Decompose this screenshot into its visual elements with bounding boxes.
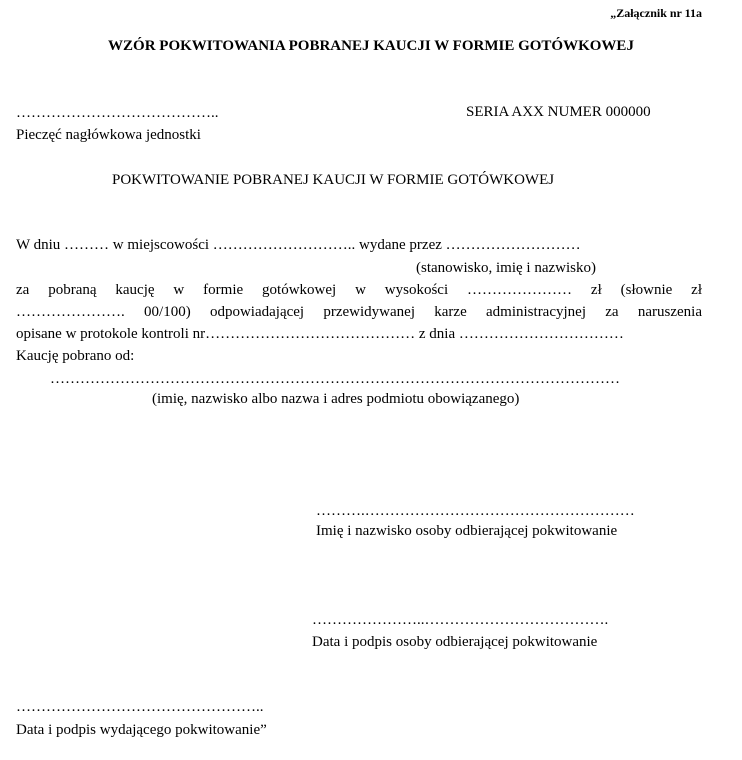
body-line-1: W dniu ……… w miejscowości ……………………….. wydane przez ……………………… [16, 237, 581, 253]
payer-dots: …………………………………………………………………………………………………… [50, 371, 620, 387]
recipient-signature-dots: …………………..………………………………. [312, 612, 609, 628]
document-subtitle: POKWITOWANIE POBRANEJ KAUCJI W FORMIE GOTÓWKOWEJ [112, 172, 555, 188]
payer-hint: (imię, nazwisko albo nazwa i adres podmiotu obowiązanego) [152, 391, 520, 407]
stamp-dots: ………………………………….. [16, 105, 219, 121]
issuer-signature-label: Data i podpis wydającego pokwitowanie” [16, 722, 267, 738]
annex-label: „Załącznik nr 11a [610, 6, 702, 20]
recipient-signature-label: Data i podpis osoby odbierającej pokwitowanie [312, 634, 598, 650]
series-number: SERIA AXX NUMER 000000 [466, 104, 651, 120]
document-title: WZÓR POKWITOWANIA POBRANEJ KAUCJI W FORMIE GOTÓWKOWEJ [108, 38, 634, 54]
recipient-name-dots: ……….……………………………………………… [316, 503, 635, 519]
body-line-2: za pobraną kaucję w formie gotówkowej w wysokości ………………… zł (słownie zł [16, 282, 702, 298]
body-line-5: Kaucję pobrano od: [16, 348, 135, 364]
body-line-4: opisane w protokole kontroli nr…………………………………… z dnia …………………………… [16, 326, 624, 342]
stamp-label: Pieczęć nagłówkowa jednostki [16, 127, 201, 143]
issuer-hint: (stanowisko, imię i nazwisko) [416, 260, 596, 276]
recipient-name-label: Imię i nazwisko osoby odbierającej pokwitowanie [316, 523, 618, 539]
issuer-signature-dots: ………………………………………….. [16, 699, 264, 715]
body-line-3: …………………. 00/100) odpowiadającej przewidywanej karze administracyjnej za naruszenia [16, 304, 702, 320]
